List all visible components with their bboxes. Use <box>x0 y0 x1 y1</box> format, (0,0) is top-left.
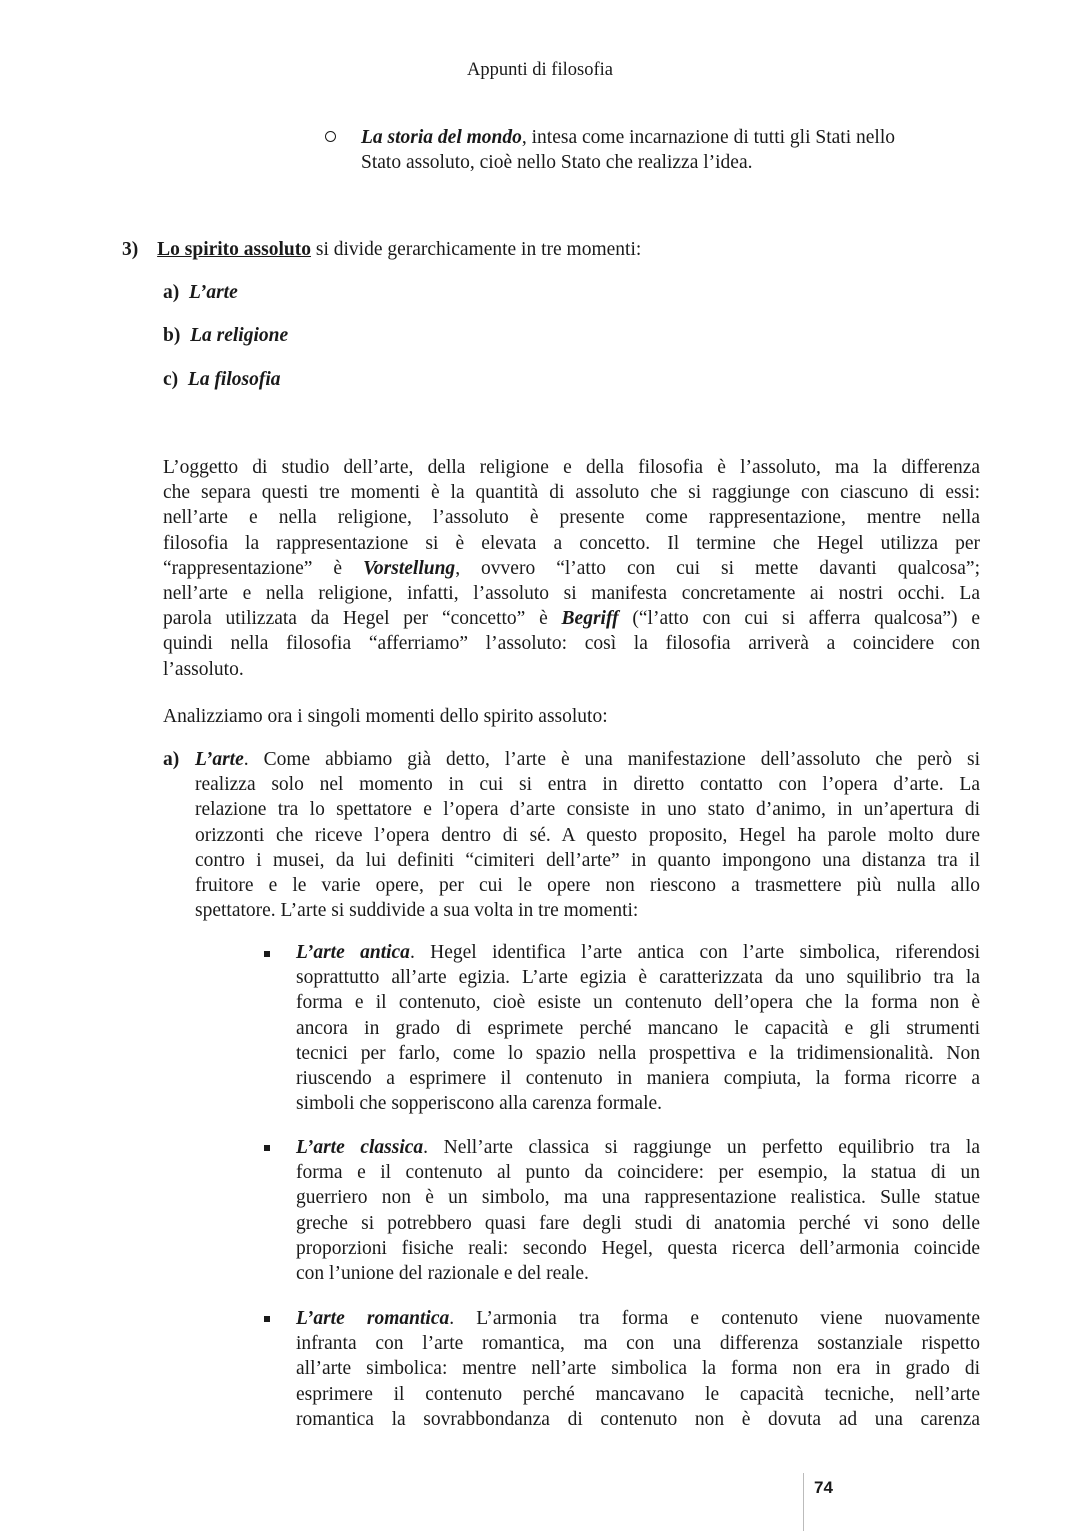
text-run: Analizziamo ora i singoli momenti dello spirito assoluto: <box>163 706 608 727</box>
text-line <box>163 556 980 581</box>
text-line <box>163 606 980 631</box>
text-line <box>296 1236 980 1261</box>
text-line <box>163 704 980 729</box>
text-run: ancora in grado di esprimete perché mancano le capacità e gli strumenti <box>296 1017 980 1039</box>
text-run: . Nell’arte classica si raggiunge un perfetto equilibrio tra la <box>423 1137 980 1158</box>
text-run: guerriero non è un simbolo, ma una rappresentazione realistica. Sulle statue <box>296 1187 980 1209</box>
text-run: . L’armonia tra forma e contenuto viene nuovamente <box>449 1308 980 1329</box>
moment-b <box>163 325 288 347</box>
text-run: forma e il contenuto, cioè esiste un contenuto dell’opera che la forma non è <box>296 992 980 1014</box>
marker: b) <box>163 325 181 346</box>
text-line <box>163 505 980 530</box>
text-line <box>296 1066 980 1091</box>
text-line <box>195 797 980 822</box>
text-line <box>361 150 965 175</box>
moment-c <box>163 369 281 391</box>
moment-label: La filosofia <box>187 369 281 390</box>
text-line <box>296 1356 980 1381</box>
moment-label: La religione <box>190 325 289 346</box>
emphasis-term: L’arte classica <box>296 1137 424 1158</box>
text-run: relazione tra lo spettatore e l’opera d’arte consiste in uno stato d’animo, in un’apertura di <box>195 799 980 821</box>
text-run: con l’unione del razionale e del reale. <box>296 1262 589 1284</box>
section-3-heading <box>122 239 641 261</box>
text-line <box>163 480 980 505</box>
moment-label: L’arte <box>189 282 238 303</box>
section-title: Lo spirito assoluto <box>157 239 311 260</box>
text-run: all’arte simbolica: mentre nell’arte simbolica la forma non era in grado di <box>296 1358 980 1380</box>
text-run: fruitore e le varie opere, per cui le opere non riescono a trasmettere più nulla allo <box>195 874 980 896</box>
text-run: orizzonti che riceve l’opera dentro di sé. A questo proposito, Hegel ha parole molto dure <box>195 824 980 846</box>
page-number-divider <box>803 1473 804 1531</box>
text-line <box>296 1041 980 1066</box>
text-run: “rappresentazione” è <box>163 557 364 579</box>
text-line <box>163 531 980 556</box>
page-number: 74 <box>814 1478 833 1497</box>
text-line <box>296 1306 980 1331</box>
text-run: nell’arte e nella religione, infatti, l’assoluto si manifesta concretamente ai nostri occhi. La <box>163 582 980 604</box>
text-line <box>296 965 980 990</box>
text-line <box>163 581 980 606</box>
text-run: contro i musei, da lui definiti “cimiteri dell’arte” in quanto impongono una distanza tra il <box>195 849 980 871</box>
text-line <box>296 1016 980 1041</box>
marker: c) <box>163 369 179 390</box>
emphasis-term: Begriff <box>561 608 619 630</box>
text-run: , intesa come incarnazione di tutti gli Stati nello <box>521 127 895 148</box>
emphasis-term: La storia del mondo <box>361 127 522 148</box>
text-run: . Come abbiamo già detto, l’arte è una manifestazione dell’assoluto che però si <box>243 749 980 770</box>
emphasis-term: L’arte <box>195 749 244 770</box>
text-line <box>296 1160 980 1185</box>
text-run: l’assoluto. <box>163 658 244 680</box>
text-run: , ovvero “l’atto con cui si mette davanti qualcosa”; <box>455 557 980 579</box>
text-line <box>163 631 980 656</box>
square-bullet-icon <box>264 1316 270 1322</box>
text-line <box>296 1407 980 1432</box>
text-run: spettatore. L’arte si suddivide a sua volta in tre momenti: <box>195 900 639 922</box>
text-run: filosofia la rappresentazione si è elevata a concetto. Il termine che Hegel utilizza per <box>163 532 980 554</box>
text-line <box>296 990 980 1015</box>
text-line <box>195 772 980 797</box>
bullet-arte-classica <box>296 1135 980 1286</box>
paragraph-oggetto <box>163 455 980 682</box>
text-line <box>296 940 980 965</box>
text-run: tecnici per farlo, come lo spazio nella prospettiva e la tridimensionalità. Non <box>296 1042 980 1064</box>
text-run: proporzioni fisiche reali: secondo Hegel, questa ricerca dell’armonia coincide <box>296 1237 980 1259</box>
emphasis-term: Vorstellung <box>363 557 456 579</box>
text-line <box>296 1382 980 1407</box>
text-line <box>163 657 980 682</box>
paragraph-analizziamo <box>163 704 980 729</box>
square-bullet-icon <box>264 951 270 957</box>
emphasis-term: L’arte antica <box>296 942 410 963</box>
text-line <box>296 1091 980 1116</box>
text-run: infranta con l’arte romantica, ma con una differenza sostanziale rispetto <box>296 1333 980 1355</box>
section-title-rest: si divide gerarchicamente in tre momenti: <box>310 239 642 260</box>
text-line <box>361 125 965 150</box>
text-run: quindi nella filosofia “afferriamo” l’assoluto: così la filosofia arriverà a coincidere con <box>163 633 980 655</box>
text-run: Stato assoluto, cioè nello Stato che realizza l’idea. <box>361 152 753 174</box>
bullet-arte-romantica <box>296 1306 980 1432</box>
text-line <box>195 747 980 772</box>
section-number: 3) <box>122 239 139 260</box>
bullet-arte-antica <box>296 940 980 1116</box>
text-run: greche si potrebbero quasi fare degli studi di anatomia perché vi sono delle <box>296 1212 980 1234</box>
text-run: (“l’atto con cui si afferra qualcosa”) e <box>618 608 980 630</box>
text-line <box>195 898 980 923</box>
text-run: soprattutto all’arte egizia. L’arte egizia è caratterizzata da uno squilibrio tra la <box>296 967 980 989</box>
text-line <box>195 873 980 898</box>
text-run: nell’arte e nella religione, l’assoluto è presente come rappresentazione, mentre nella <box>163 507 980 529</box>
text-line <box>296 1331 980 1356</box>
arte-marker: a) <box>163 749 180 770</box>
text-run: simboli che sopperiscono alla carenza formale. <box>296 1093 663 1115</box>
emphasis-term: L’arte romantica <box>296 1308 450 1329</box>
text-run: riuscendo a esprimere il contenuto in maniera compiuta, la forma ricorre a <box>296 1067 980 1089</box>
text-line <box>163 455 980 480</box>
text-line <box>296 1211 980 1236</box>
circle-bullet-icon <box>325 131 336 142</box>
text-run: forma e il contenuto al punto da coincidere: per esempio, la statua di un <box>296 1162 980 1184</box>
text-line <box>296 1185 980 1210</box>
text-run: che separa questi tre momenti è la quantità di assoluto che si raggiunge con ciascuno di essi: <box>163 482 980 504</box>
text-line <box>296 1135 980 1160</box>
marker: a) <box>163 282 180 303</box>
text-line <box>296 1261 980 1286</box>
arte-paragraph <box>195 747 980 923</box>
text-line <box>195 848 980 873</box>
bullet-storia-del-mondo <box>361 125 965 175</box>
text-run: esprimere il contenuto perché mancavano le capacità tecniche, nell’arte <box>296 1383 980 1405</box>
text-run: romantica la sovrabbondanza di contenuto non è dovuta ad una carenza <box>296 1408 980 1430</box>
square-bullet-icon <box>264 1145 270 1151</box>
moment-a <box>163 282 238 304</box>
page-header: Appunti di filosofia <box>467 60 613 80</box>
text-run: realizza solo nel momento in cui si entra in diretto contatto con l’opera d’arte. La <box>195 774 980 796</box>
text-run: . Hegel identifica l’arte antica con l’arte simbolica, riferendosi <box>409 942 980 963</box>
text-run: L’oggetto di studio dell’arte, della religione e della filosofia è l’assoluto, ma la differenza <box>163 457 980 478</box>
text-run: parola utilizzata da Hegel per “concetto” è <box>163 608 562 630</box>
text-line <box>195 823 980 848</box>
